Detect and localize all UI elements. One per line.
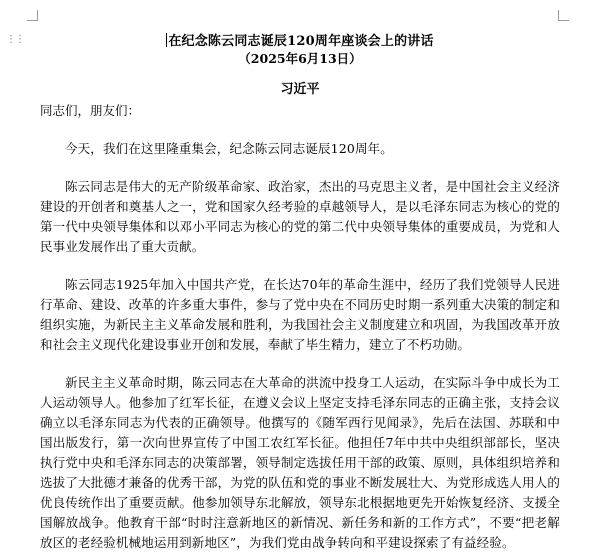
document-body[interactable] — [40, 30, 560, 553]
drag-handle-icon[interactable]: ⋮⋮ — [6, 34, 24, 45]
paragraph-3: 陈云同志1925年加入中国共产党，在长达70年的革命生涯中，经历了我们党领导人民进行革命、建设、改革的许多重大事件，参与了党中央在不同历史时期一系列重大决策的制定和组织实施，为新民主主义革命发展和胜利，为我国社会主义制度建立和巩固，为我国改革开放和社会主义现代化建设事业开创和发展，奉献了毕生精力，建立了不朽功勋。 — [40, 277, 560, 352]
document-date: （2025年6月13日） — [238, 51, 362, 66]
salutation: 同志们，朋友们： — [40, 103, 141, 118]
document-title — [40, 33, 560, 51]
document-title-text: 在纪念陈云同志诞辰120周年座谈会上的讲话 — [168, 34, 434, 49]
document-author: 习近平 — [280, 82, 320, 97]
paragraph-1: 今天，我们在这里隆重集会，纪念陈云同志诞辰120周年。 — [65, 141, 393, 156]
paragraph-2: 陈云同志是伟大的无产阶级革命家、政治家，杰出的马克思主义者，是中国社会主义经济建设的开创者和奠基人之一，党和国家久经考验的卓越领导人，是以毛泽东同志为核心的党的第一代中央领导集体和以邓小平同志为核心的党的第二代中央领导集体的重要成员，为党和人民事业发展作出了重大贡献。 — [40, 179, 560, 254]
page-corner-mark-top-left — [27, 10, 38, 21]
paragraph-4: 新民主主义革命时期，陈云同志在大革命的洪流中投身工人运动，在实际斗争中成长为工人运动领导人。他参加了红军长征，在遵义会议上坚定支持毛泽东同志的正确主张，支持会议确立以毛泽东同志为代表的正确领导。他撰写的《随军西行见闻录》，先后在法国、苏联和中国出版发行，第一次向世界宣传了中国工农红军长征。他担任7年中共中央组织部部长，坚决执行党中央和毛泽东同志的决策部署，领导制定选拔任用干部的政策、原则，具体组织培养和选拔了大批德才兼备的优秀干部，为党的队伍和党的事业不断发展壮大、为党形成选人用人的优良传统作出了重要贡献。他参加领导东北解放，领导东北根据地更先开始恢复经济、支援全国解放战争。他教育干部“时时注意新地区的新情况、新任务和新的工作方式”，不要“把老解放区的老经验机械地运用到新地区”，为我们党由战争转向和平建设探索了有益经验。 — [40, 375, 560, 550]
page-corner-mark-top-right — [558, 10, 569, 21]
